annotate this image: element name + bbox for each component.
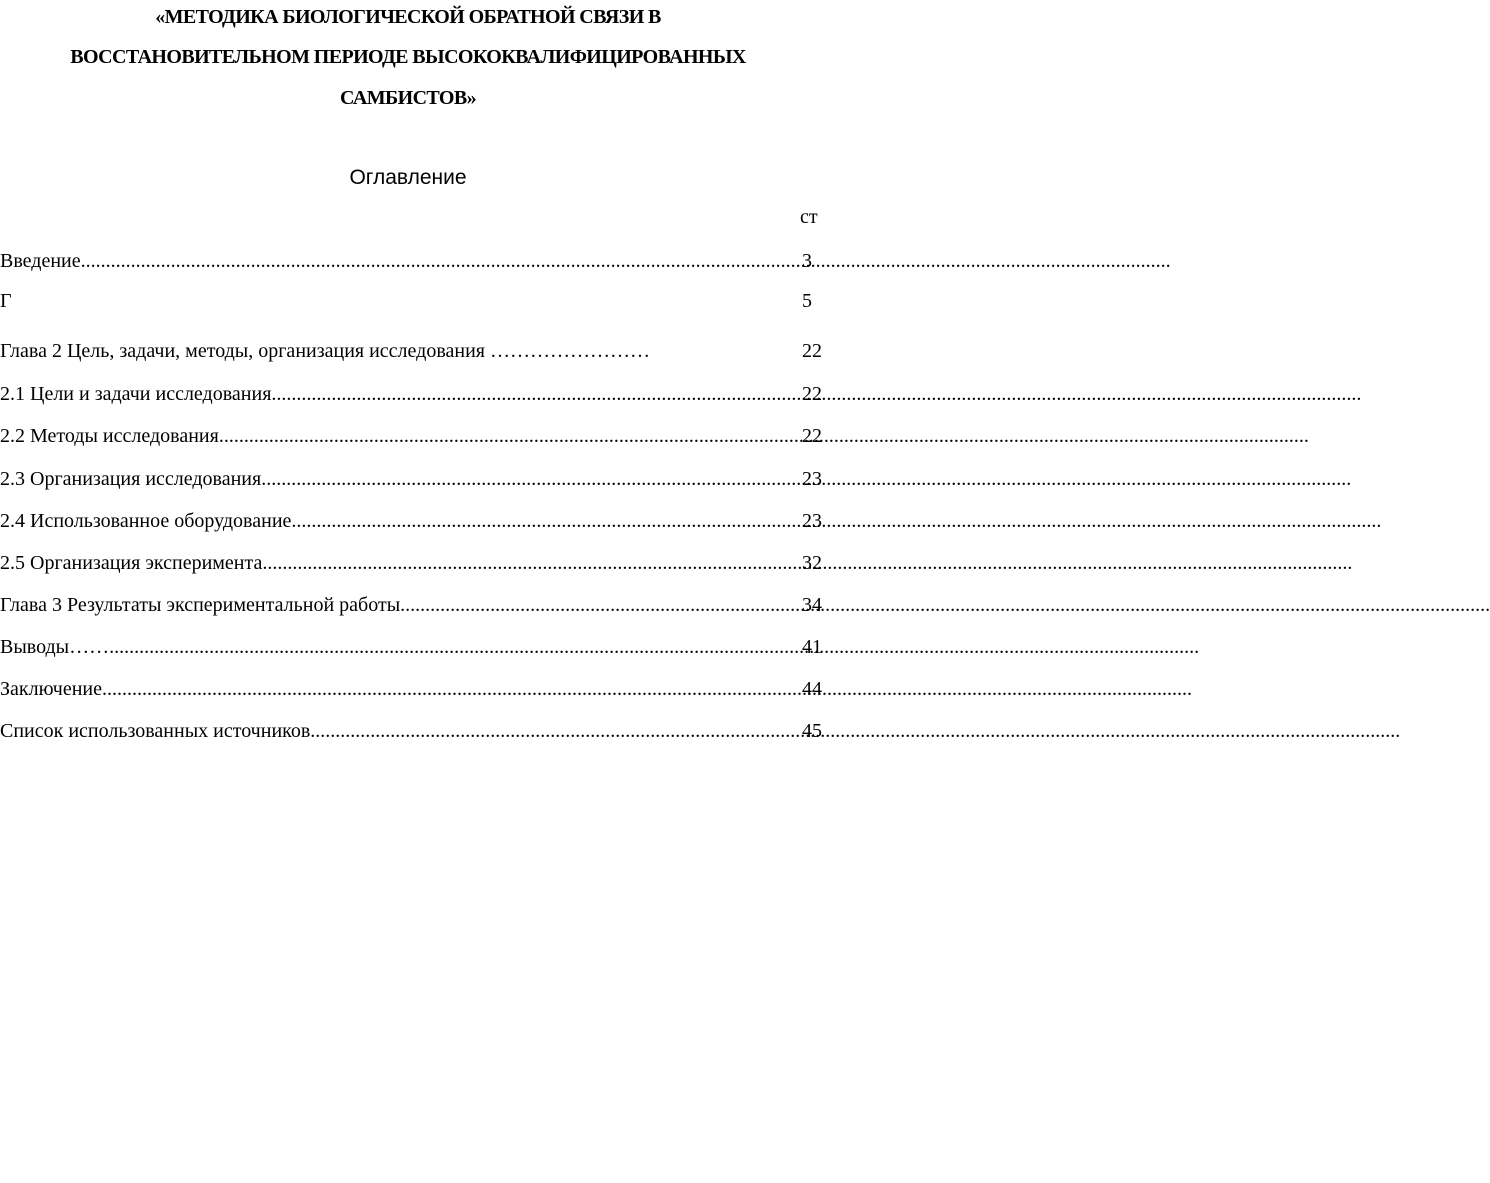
toc-entry (0, 594, 822, 624)
toc-entry-text: 2.1 Цели и задачи исследования (0, 383, 272, 405)
title-line-1: «МЕТОДИКА БИОЛОГИЧЕСКОЙ ОБРАТНОЙ СВЯЗИ В (155, 6, 661, 28)
toc-dot-leader (81, 250, 1171, 272)
toc-entry-text: 2.3 Организация исследования (0, 468, 262, 490)
toc-entry-text: Глава 3 Результаты экспериментальной работы (0, 594, 401, 616)
toc-entry-text: Введение (0, 250, 81, 272)
toc-entry-text: 2.5 Организация эксперимента (0, 552, 263, 574)
toc-entry-text: Глава 2 Цель, задачи, методы, организация исследования …………………… (0, 340, 650, 362)
toc-dot-leader (310, 720, 1400, 742)
toc-entry-page: 22 (802, 383, 822, 405)
toc-entry-label (0, 468, 780, 491)
toc-entry-label (0, 720, 780, 743)
toc-entry-page: 32 (802, 552, 822, 574)
toc-entry-label (0, 250, 780, 273)
toc-entry-text: 2.4 Использованное оборудование (0, 510, 292, 532)
toc-entry (0, 290, 816, 320)
toc-entry-text: 2.2 Методы исследования (0, 425, 219, 447)
toc-entry-text: Г (0, 290, 12, 312)
toc-dot-leader (219, 425, 1309, 447)
toc-dot-leader (291, 510, 1381, 532)
toc-dot-leader (102, 678, 1192, 700)
toc-entry-page: 22 (802, 425, 822, 447)
toc-entry-text: Заключение (0, 678, 102, 700)
toc-entry-label (0, 552, 780, 575)
toc-entry-text: Список использованных источников (0, 720, 311, 742)
toc-entry-label (0, 636, 780, 659)
toc-entry-label (0, 594, 780, 617)
toc-entry (0, 340, 822, 370)
toc-entry-page: 23 (802, 468, 822, 490)
toc-dot-leader (400, 594, 1490, 616)
toc-entry-text: Выводы…… (0, 636, 110, 658)
toc-entry-label (0, 340, 780, 363)
toc-entry-label (0, 425, 780, 448)
toc-entry (0, 425, 822, 455)
toc-entry-label (0, 383, 780, 406)
toc-entry-label (0, 510, 780, 533)
toc-entry (0, 468, 822, 498)
toc-entry-page: 23 (802, 510, 822, 532)
toc-entry-page: 41 (802, 636, 822, 658)
toc-dot-leader (109, 636, 1199, 658)
toc-entry (0, 510, 822, 540)
toc-entry-label (0, 290, 780, 313)
toc-entry (0, 678, 822, 708)
title-line-3: САМБИСТОВ» (340, 87, 476, 109)
toc-entry (0, 552, 822, 582)
page-column-label: ст (800, 206, 818, 228)
toc-entry-label (0, 678, 780, 701)
title-line-2: ВОССТАНОВИТЕЛЬНОМ ПЕРИОДЕ ВЫСОКОКВАЛИФИЦИРОВАННЫХ (70, 46, 746, 68)
toc-entry-page: 44 (802, 678, 822, 700)
toc-heading: Оглавление (349, 166, 467, 189)
toc-entry (0, 250, 816, 280)
toc-entry-page: 34 (802, 594, 822, 616)
toc-entry-page: 3 (802, 250, 812, 272)
toc-entry (0, 383, 822, 413)
toc-entry-page: 5 (802, 290, 812, 312)
toc-entry-page: 22 (802, 340, 822, 362)
toc-entry-page: 45 (802, 720, 822, 742)
toc-entry (0, 720, 822, 750)
toc-entry (0, 636, 822, 666)
